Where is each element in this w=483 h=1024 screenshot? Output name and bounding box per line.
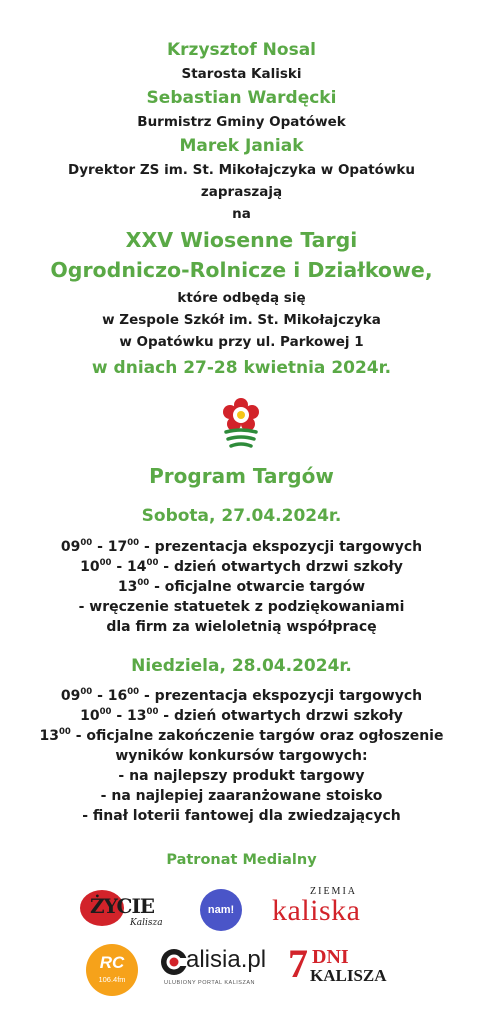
event-title-line-1: XXV Wiosenne Targi: [125, 228, 358, 252]
saturday-schedule: [0, 537, 483, 637]
schedule-line: - finał loterii fantowej dla zwiedzających: [82, 808, 401, 824]
schedule-item: $10^{00} - 13^{00}$ - dzień otwartych drzwi szkoły: [80, 707, 403, 724]
organizer-3-role: Dyrektor ZS im. St. Mikołajczyka w Opatówku: [68, 162, 415, 178]
na-text: na: [232, 206, 251, 222]
event-title-line-2: Ogrodniczo-Rolnicze i Działkowe,: [50, 258, 433, 282]
radio-frequency: 106.4fm: [98, 975, 126, 984]
ziemia-kaliska-logo: [272, 886, 400, 932]
zycie-kalisza-logo: [80, 886, 180, 934]
organizer-3-name: Marek Janiak: [179, 136, 304, 156]
event-desc-line-2: w Zespole Szkół im. St. Mikołajczyka: [102, 312, 381, 328]
saturday-heading: Sobota, 27.04.2024r.: [141, 506, 342, 526]
schedule-line: - wręczenie statuetek z podziękowaniami: [78, 599, 405, 615]
7-dni-number: 7: [288, 941, 308, 986]
7-dni-city: KALISZA: [310, 966, 387, 985]
ziemia-wordmark: kaliska: [272, 894, 361, 927]
schedule-line: wyników konkursów targowych:: [115, 748, 368, 764]
organizer-2-role: Burmistrz Gminy Opatówek: [137, 114, 346, 130]
calisia-c-icon: [160, 948, 188, 976]
patronat-title: Patronat Medialny: [166, 852, 317, 868]
event-desc-line-1: które odbędą się: [177, 290, 306, 306]
organizer-1-role: Starosta Kaliski: [181, 66, 302, 82]
schedule-line: dla firm za wieloletnią współpracę: [106, 619, 377, 635]
sunday-schedule: [0, 686, 483, 826]
calisia-subtitle: ULUBIONY PORTAL KALISZAN: [164, 980, 255, 986]
program-title: Program Targów: [149, 464, 334, 488]
ziemia-top-text: ZIEMIA: [310, 886, 357, 897]
calisia-wordmark: alisia.pl: [186, 946, 267, 973]
calisia-logo: [160, 946, 280, 994]
schedule-item: $09^{00} - 17^{00}$ - prezentacja ekspozycji targowych: [60, 538, 423, 555]
invite-text: zapraszają: [200, 184, 283, 200]
nam-logo: [200, 889, 242, 931]
radio-logo: [86, 944, 138, 996]
nam-wordmark: nam!: [207, 904, 235, 916]
flower-logo-icon: [222, 398, 260, 448]
event-dates: w dniach 27-28 kwietnia 2024r.: [91, 358, 392, 378]
organizer-2-name: Sebastian Wardęcki: [146, 88, 337, 108]
schedule-line: - na najlepiej zaaranżowane stoisko: [100, 788, 383, 804]
schedule-line: - na najlepszy produkt targowy: [118, 768, 365, 784]
schedule-item: $13^{00}$ - oficjalne otwarcie targów: [117, 578, 366, 595]
zycie-subtitle: Kalisza: [130, 918, 163, 928]
schedule-item: $10^{00} - 14^{00}$ - dzień otwartych drzwi szkoły: [80, 558, 403, 575]
sunday-heading: Niedziela, 28.04.2024r.: [131, 656, 352, 676]
organizer-1-name: Krzysztof Nosal: [167, 40, 316, 60]
7-dni-kalisza-logo: [288, 941, 400, 994]
zycie-wordmark: ŻYCIE: [90, 894, 155, 918]
schedule-item: $13^{00}$ - oficjalne zakończenie targów oraz ogłoszenie: [39, 727, 444, 744]
radio-wordmark: RC: [99, 953, 125, 972]
event-desc-line-3: w Opatówku przy ul. Parkowej 1: [119, 334, 364, 350]
7-dni-word: DNI: [312, 946, 349, 968]
schedule-item: $09^{00} - 16^{00}$ - prezentacja ekspozycji targowych: [60, 687, 423, 704]
